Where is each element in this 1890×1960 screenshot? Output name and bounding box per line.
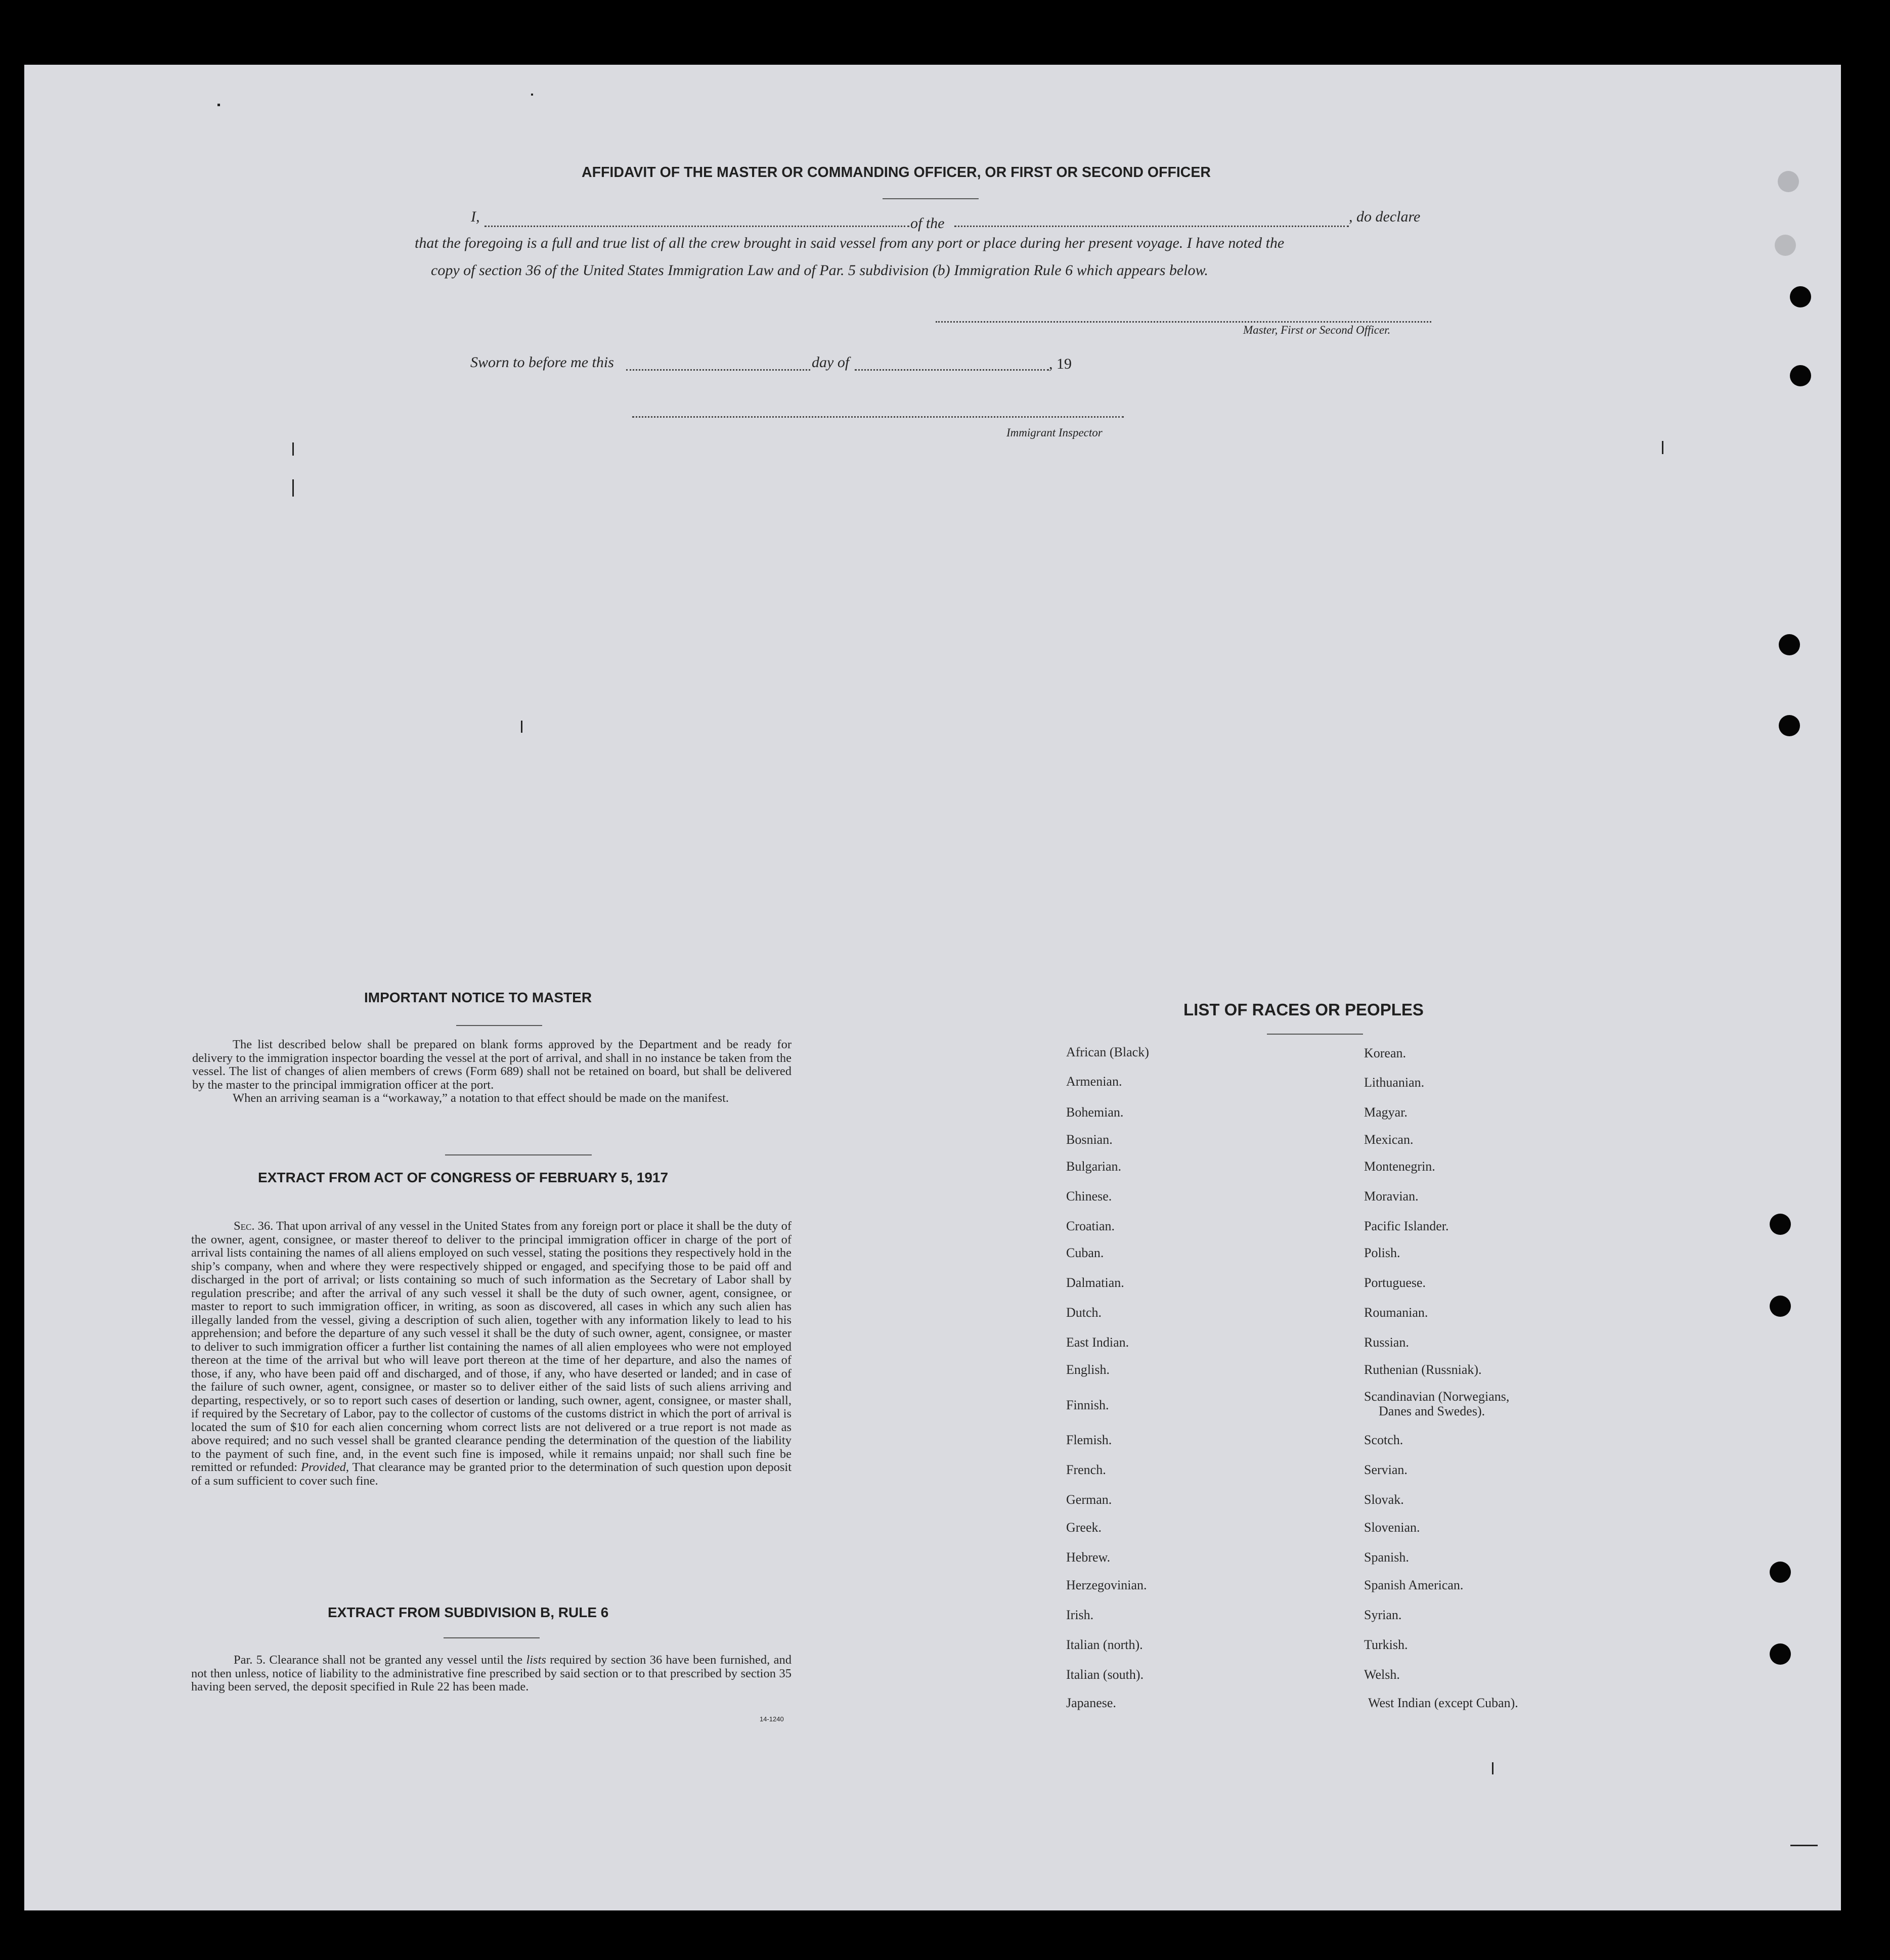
race-item: Lithuanian. xyxy=(1364,1075,1425,1090)
punch-hole xyxy=(1770,1562,1791,1583)
punch-hole xyxy=(1770,1643,1791,1665)
race-item: Polish. xyxy=(1364,1245,1400,1260)
race-item: Hebrew. xyxy=(1066,1550,1111,1565)
race-item: Croatian. xyxy=(1066,1219,1115,1233)
race-item: Danes and Swedes). xyxy=(1379,1404,1485,1418)
punch-hole xyxy=(1779,715,1800,736)
race-item: French. xyxy=(1066,1462,1106,1477)
race-item: Korean. xyxy=(1364,1046,1406,1060)
blank-month-field xyxy=(855,369,1049,371)
sworn-prefix: Sworn to before me this xyxy=(470,354,614,371)
race-item: Dutch. xyxy=(1066,1305,1102,1320)
scan-mark xyxy=(217,104,220,106)
rule-text-end: required by section 36 have been furnished, and not then unless, notice of liability to the administrative fine prescribed by said section or to that prescribed by section 35 having been served, the deposit specified in Rule 22 has been made. xyxy=(191,1653,792,1694)
affidavit-title: AFFIDAVIT OF THE MASTER OR COMMANDING OFFICER, OR FIRST OR SECOND OFFICER xyxy=(582,164,1211,181)
scan-mark xyxy=(1492,1762,1493,1774)
races-title: LIST OF RACES OR PEOPLES xyxy=(1183,1000,1424,1019)
signature-caption-master: Master, First or Second Officer. xyxy=(1243,324,1391,336)
punch-hole xyxy=(1779,634,1800,655)
race-item: Japanese. xyxy=(1066,1696,1116,1710)
race-item: Greek. xyxy=(1066,1520,1102,1535)
extract-act-body xyxy=(191,1220,792,1488)
extract-act-title: EXTRACT FROM ACT OF CONGRESS OF FEBRUARY 5, 1917 xyxy=(258,1170,669,1185)
provided-word: Provided, xyxy=(301,1460,349,1474)
race-item: Italian (south). xyxy=(1066,1667,1144,1682)
race-item: Cuban. xyxy=(1066,1245,1104,1260)
blank-vessel-field xyxy=(954,226,1349,227)
scan-mark xyxy=(292,442,294,456)
race-item: Russian. xyxy=(1364,1335,1409,1350)
scan-mark xyxy=(521,721,522,733)
race-item: Armenian. xyxy=(1066,1074,1122,1089)
race-item: Italian (north). xyxy=(1066,1637,1143,1652)
divider xyxy=(456,1025,542,1026)
race-item: Portuguese. xyxy=(1364,1275,1426,1290)
race-item: Herzegovinian. xyxy=(1066,1578,1147,1592)
race-item: English. xyxy=(1066,1362,1110,1377)
scan-mark xyxy=(531,94,533,96)
punch-hole xyxy=(1790,286,1811,307)
extract-rule-body xyxy=(191,1654,792,1694)
race-item: Bulgarian. xyxy=(1066,1159,1122,1174)
race-item: Mexican. xyxy=(1364,1132,1414,1147)
race-item: African (Black) xyxy=(1066,1045,1149,1059)
race-item: West Indian (except Cuban). xyxy=(1368,1696,1518,1710)
race-item: Finnish. xyxy=(1066,1398,1109,1412)
race-item: Servian. xyxy=(1364,1462,1408,1477)
race-item: German. xyxy=(1066,1492,1112,1507)
divider xyxy=(1267,1034,1363,1035)
signature-line-master xyxy=(936,321,1431,323)
punch-hole xyxy=(1770,1214,1791,1235)
divider xyxy=(445,1154,592,1155)
affidavit-line-3: copy of section 36 of the United States Immigration Law and of Par. 5 subdivision (b) Immigration Rule 6 which appears below. xyxy=(431,262,1208,279)
race-item: Turkish. xyxy=(1364,1637,1408,1652)
punch-hole-faint xyxy=(1778,171,1799,192)
divider xyxy=(883,198,979,199)
blank-name-field xyxy=(485,226,909,227)
race-item: Roumanian. xyxy=(1364,1305,1428,1320)
punch-hole xyxy=(1790,365,1811,386)
signature-caption-inspector: Immigrant Inspector xyxy=(1006,426,1103,439)
notice-body xyxy=(192,1038,792,1105)
section-text-end: That clearance may be granted prior to the determination of such question upon deposit of a sum sufficient to cover such fine. xyxy=(191,1460,792,1488)
signature-line-inspector xyxy=(632,416,1124,418)
affidavit-of-the: of the xyxy=(910,215,945,232)
punch-hole-faint xyxy=(1775,235,1796,256)
race-item: Slovenian. xyxy=(1364,1520,1420,1535)
affidavit-i: I, xyxy=(471,208,480,225)
race-item: Chinese. xyxy=(1066,1189,1112,1204)
race-item: Magyar. xyxy=(1364,1105,1408,1120)
race-item: Montenegrin. xyxy=(1364,1159,1435,1174)
notice-paragraph-2: When an arriving seaman is a “workaway,” a notation to that effect should be made on the manifest. xyxy=(233,1091,729,1105)
section-label: Sec. 36. xyxy=(234,1219,274,1233)
race-item: Spanish American. xyxy=(1364,1578,1464,1592)
notice-title: IMPORTANT NOTICE TO MASTER xyxy=(364,990,592,1005)
scan-mark xyxy=(1662,441,1663,454)
form-code: 14-1240 xyxy=(760,1715,784,1723)
race-item: Moravian. xyxy=(1364,1189,1419,1204)
race-item: Scandinavian (Norwegians, xyxy=(1364,1389,1510,1404)
affidavit-line-2: that the foregoing is a full and true list of all the crew brought in said vessel from any port or place during her present voyage. I have noted the xyxy=(415,235,1285,251)
sworn-year: , 19 xyxy=(1049,355,1072,372)
notice-paragraph-1: The list described below shall be prepared on blank forms approved by the Department and be ready for delivery to the immigration inspector boarding the vessel at the port of arrival, and shall in no instance be taken from the vessel. The list of changes of alien members of crews (Form 689) shall not be retained on board, but shall be delivered by the master to the principal immigration officer at the port. xyxy=(192,1038,792,1092)
race-item: Pacific Islander. xyxy=(1364,1219,1449,1233)
race-item: Syrian. xyxy=(1364,1608,1402,1622)
sworn-day-of: day of xyxy=(812,354,850,371)
race-item: Bohemian. xyxy=(1066,1105,1124,1120)
scan-mark xyxy=(1790,1845,1818,1846)
extract-rule-title: EXTRACT FROM SUBDIVISION B, RULE 6 xyxy=(328,1605,609,1620)
rule-text-start: Par. 5. Clearance shall not be granted any vessel until the xyxy=(234,1653,523,1667)
race-item: Slovak. xyxy=(1364,1492,1404,1507)
blank-day-field xyxy=(626,369,810,371)
affidavit-line-1 xyxy=(471,208,480,226)
race-item: Spanish. xyxy=(1364,1550,1409,1565)
race-item: Welsh. xyxy=(1364,1667,1400,1682)
document-page xyxy=(24,65,1841,1910)
section-text: That upon arrival of any vessel in the United States from any foreign port or place it shall be the duty of the owner, agent, consignee, or master thereof to deliver to the principal immigration officer in charge of the port of arrival lists containing the names of all aliens employed on such vessel, stating the positions they respectively hold in the ship’s company, when and where they were respectively shipped or engaged, and specifying those to be paid off and discharged in the port of arrival; or lists containing so much of such information as the Secretary of Labor shall by regulation prescribe; and after the arrival of any such vessel it shall be the duty of such owner, agent, consignee, or master to report to such immigration officer, in writing, as soon as discovered, all cases in which any such alien has illegally landed from the vessel, giving a description of such alien, together with any information likely to lead to his apprehension; and before the departure of any such vessel it shall be the duty of such owner, agent, consignee, or master to deliver to such immigration officer a further list containing the names of all alien employees who were not employed thereon at the time of the arrival but who will leave port thereon at the time of her departure, and also the names of those, if any, who have been paid off and discharged, and of those, if any, who have deserted or landed; and in case of the failure of such owner, agent, consignee, or master so to deliver either of the said lists of such aliens arriving and departing, respectively, or so to report such cases of desertion or landing, such owner, agent, consignee, or master shall, if required by the Secretary of Labor, pay to the collector of customs of the customs district in which the port of arrival is located the sum of $10 for each alien concerning whom correct lists are not delivered or a true report is not made as above required; and no such vessel shall be granted clearance pending the determination of the question of the liability to the payment of such fine, and, in the event such fine is imposed, while it remains unpaid; nor shall such fine be remitted or refunded: xyxy=(191,1219,792,1474)
race-item: Scotch. xyxy=(1364,1433,1403,1447)
race-item: East Indian. xyxy=(1066,1335,1129,1350)
punch-hole xyxy=(1770,1296,1791,1317)
race-item: Flemish. xyxy=(1066,1433,1112,1447)
divider xyxy=(444,1637,540,1638)
race-item: Ruthenian (Russniak). xyxy=(1364,1362,1482,1377)
race-item: Bosnian. xyxy=(1066,1132,1113,1147)
affidavit-do-declare: , do declare xyxy=(1349,208,1421,225)
lists-word: lists xyxy=(526,1653,546,1667)
scan-mark xyxy=(292,479,294,497)
race-item: Irish. xyxy=(1066,1608,1094,1622)
race-item: Dalmatian. xyxy=(1066,1275,1124,1290)
